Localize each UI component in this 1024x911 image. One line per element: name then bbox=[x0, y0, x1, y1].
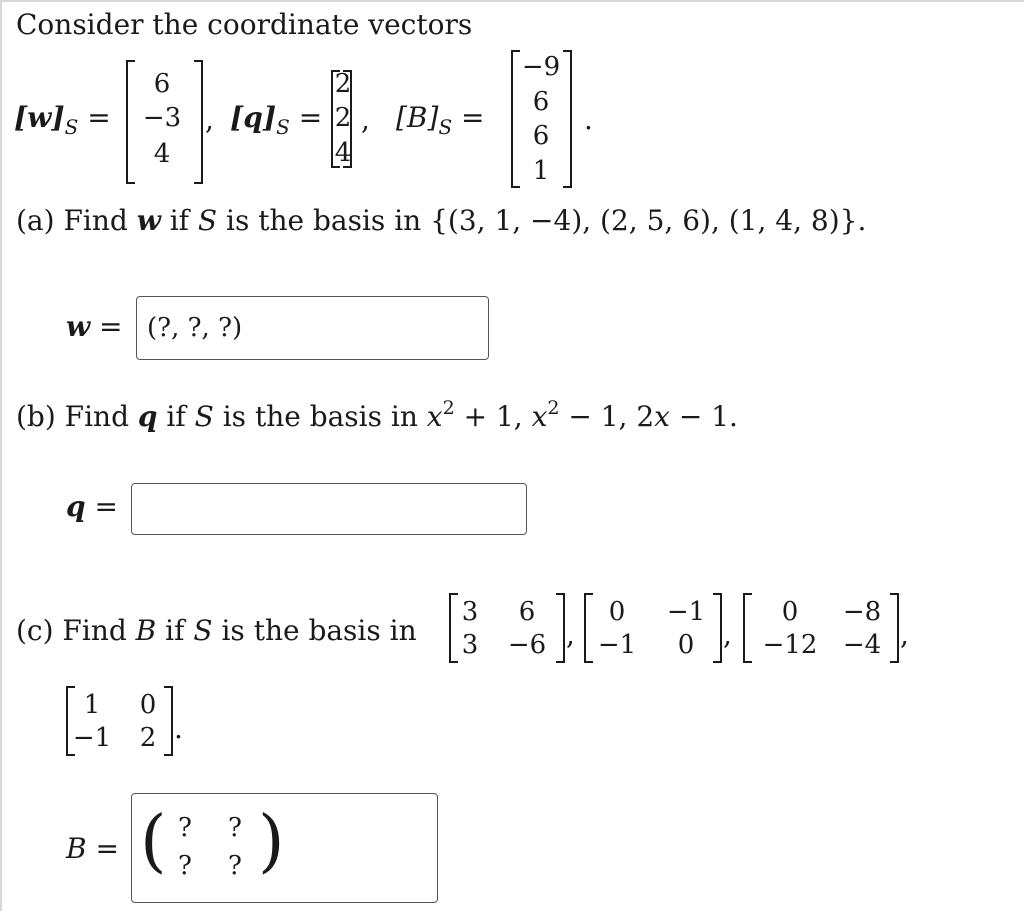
answer-b-input[interactable] bbox=[131, 483, 527, 535]
answer-c-r2c2[interactable]: ? bbox=[228, 851, 242, 881]
part-b-exp2: 2 bbox=[547, 397, 560, 419]
part-c-var: B bbox=[135, 614, 157, 647]
part-c-prefix: (c) Find bbox=[16, 614, 136, 647]
answer-c-r1c2[interactable]: ? bbox=[228, 813, 242, 843]
basis-matrix-4-r2c1: −1 bbox=[72, 723, 112, 753]
w-coord-label bbox=[14, 101, 111, 137]
q-entry-1: 2 bbox=[334, 69, 352, 99]
basis-matrix-2-r1c2: −1 bbox=[666, 597, 706, 627]
answer-a-equals: = bbox=[99, 310, 123, 343]
part-a-S: S bbox=[197, 204, 218, 237]
answer-c-right-paren: ) bbox=[258, 802, 285, 881]
q-entry-2: 2 bbox=[334, 103, 352, 133]
answer-c-left-paren: ( bbox=[140, 802, 167, 881]
part-b-var: q bbox=[137, 400, 158, 433]
w-subscript: S bbox=[64, 115, 79, 139]
basis-matrix-1-r1c2: 6 bbox=[518, 597, 536, 627]
part-b-x1: x bbox=[426, 400, 443, 433]
basis-comma-1: , bbox=[566, 618, 575, 651]
comma-2: , bbox=[361, 103, 370, 136]
B-coord-label bbox=[396, 101, 485, 137]
basis-matrix-2-r2c1: −1 bbox=[597, 630, 637, 660]
part-b-mid: if bbox=[157, 400, 195, 433]
part-a-suffix: is the basis in {(3, 1, −4), (2, 5, 6), (1, 4, 8)}. bbox=[217, 204, 867, 237]
B-entry-4: 1 bbox=[532, 156, 550, 186]
q-entry-3: 4 bbox=[334, 138, 352, 168]
part-a-prefix: (a) Find bbox=[16, 204, 137, 237]
comma-1: , bbox=[205, 103, 214, 136]
basis-matrix-4-r1c2: 0 bbox=[139, 690, 157, 720]
basis-matrix-3-r1c1: 0 bbox=[781, 597, 799, 627]
basis-matrix-1-r2c2: −6 bbox=[507, 630, 547, 660]
part-b-x3: x bbox=[654, 400, 670, 433]
answer-c-var: B bbox=[66, 832, 87, 865]
B-subscript: S bbox=[438, 115, 453, 139]
part-a-question bbox=[16, 204, 866, 238]
B-entry-1: −9 bbox=[521, 52, 561, 82]
basis-matrix-1-r2c1: 3 bbox=[461, 630, 479, 660]
basis-matrix-1-r1c1: 3 bbox=[461, 597, 479, 627]
part-b-question bbox=[16, 397, 738, 437]
part-a-mid: if bbox=[160, 204, 198, 237]
basis-comma-2: , bbox=[723, 618, 732, 651]
basis-matrix-3-left-bracket bbox=[743, 593, 752, 663]
basis-matrix-3-r2c1: −12 bbox=[762, 630, 818, 660]
part-b-exp1: 2 bbox=[442, 397, 455, 419]
basis-comma-3: , bbox=[900, 618, 909, 651]
answer-c-input[interactable] bbox=[131, 793, 438, 903]
part-b-prefix: (b) Find bbox=[16, 400, 138, 433]
part-b-poly3-rest: − 1. bbox=[669, 400, 738, 433]
basis-matrix-2-r1c1: 0 bbox=[608, 597, 626, 627]
basis-matrix-3-r2c2: −4 bbox=[842, 630, 882, 660]
basis-matrix-4-r2c2: 2 bbox=[139, 723, 157, 753]
answer-b-var: q bbox=[66, 490, 86, 523]
basis-matrix-2-r2c2: 0 bbox=[677, 630, 695, 660]
answer-c-equals: = bbox=[95, 832, 119, 865]
B-equals: = bbox=[461, 101, 485, 134]
basis-period: . bbox=[174, 712, 183, 745]
w-entry-2: −3 bbox=[142, 103, 182, 133]
part-c-S: S bbox=[193, 614, 213, 647]
q-equals: = bbox=[298, 101, 323, 134]
answer-c-r1c1[interactable]: ? bbox=[178, 813, 192, 843]
answer-c-label bbox=[66, 832, 119, 866]
w-entry-3: 4 bbox=[153, 139, 171, 169]
part-b-x2: x bbox=[531, 400, 548, 433]
part-b-S: S bbox=[194, 400, 214, 433]
part-b-suffix: is the basis in bbox=[213, 400, 427, 433]
part-a-var: w bbox=[136, 204, 161, 237]
part-c-suffix: is the basis in bbox=[212, 614, 417, 647]
part-b-poly1-rest: + 1, bbox=[454, 400, 532, 433]
period-1: . bbox=[584, 103, 593, 136]
B-entry-3: 6 bbox=[532, 121, 550, 151]
answer-a-input[interactable] bbox=[136, 296, 489, 360]
B-label-text: [B] bbox=[396, 101, 439, 134]
basis-matrix-1-right-bracket bbox=[556, 593, 565, 663]
answer-b-label bbox=[66, 490, 118, 524]
basis-matrix-4-r1c1: 1 bbox=[83, 690, 101, 720]
answer-c-r2c1[interactable]: ? bbox=[178, 851, 192, 881]
w-equals: = bbox=[87, 101, 111, 134]
w-label-text: [w] bbox=[14, 101, 65, 134]
answer-b-equals: = bbox=[94, 490, 118, 523]
answer-a-var: w bbox=[66, 310, 91, 343]
B-entry-2: 6 bbox=[532, 87, 550, 117]
intro-text: Consider the coordinate vectors bbox=[16, 8, 473, 41]
answer-a-label bbox=[66, 310, 122, 344]
q-subscript: S bbox=[276, 115, 290, 139]
part-c-mid: if bbox=[156, 614, 194, 647]
part-b-poly2-rest: − 1, 2 bbox=[559, 400, 655, 433]
basis-matrix-3-r1c2: −8 bbox=[842, 597, 882, 627]
w-entry-1: 6 bbox=[153, 69, 171, 99]
q-coord-label bbox=[230, 101, 322, 137]
w-matrix-right-bracket bbox=[194, 60, 203, 184]
part-c-question bbox=[16, 614, 417, 648]
q-label-text: [q] bbox=[230, 101, 277, 134]
